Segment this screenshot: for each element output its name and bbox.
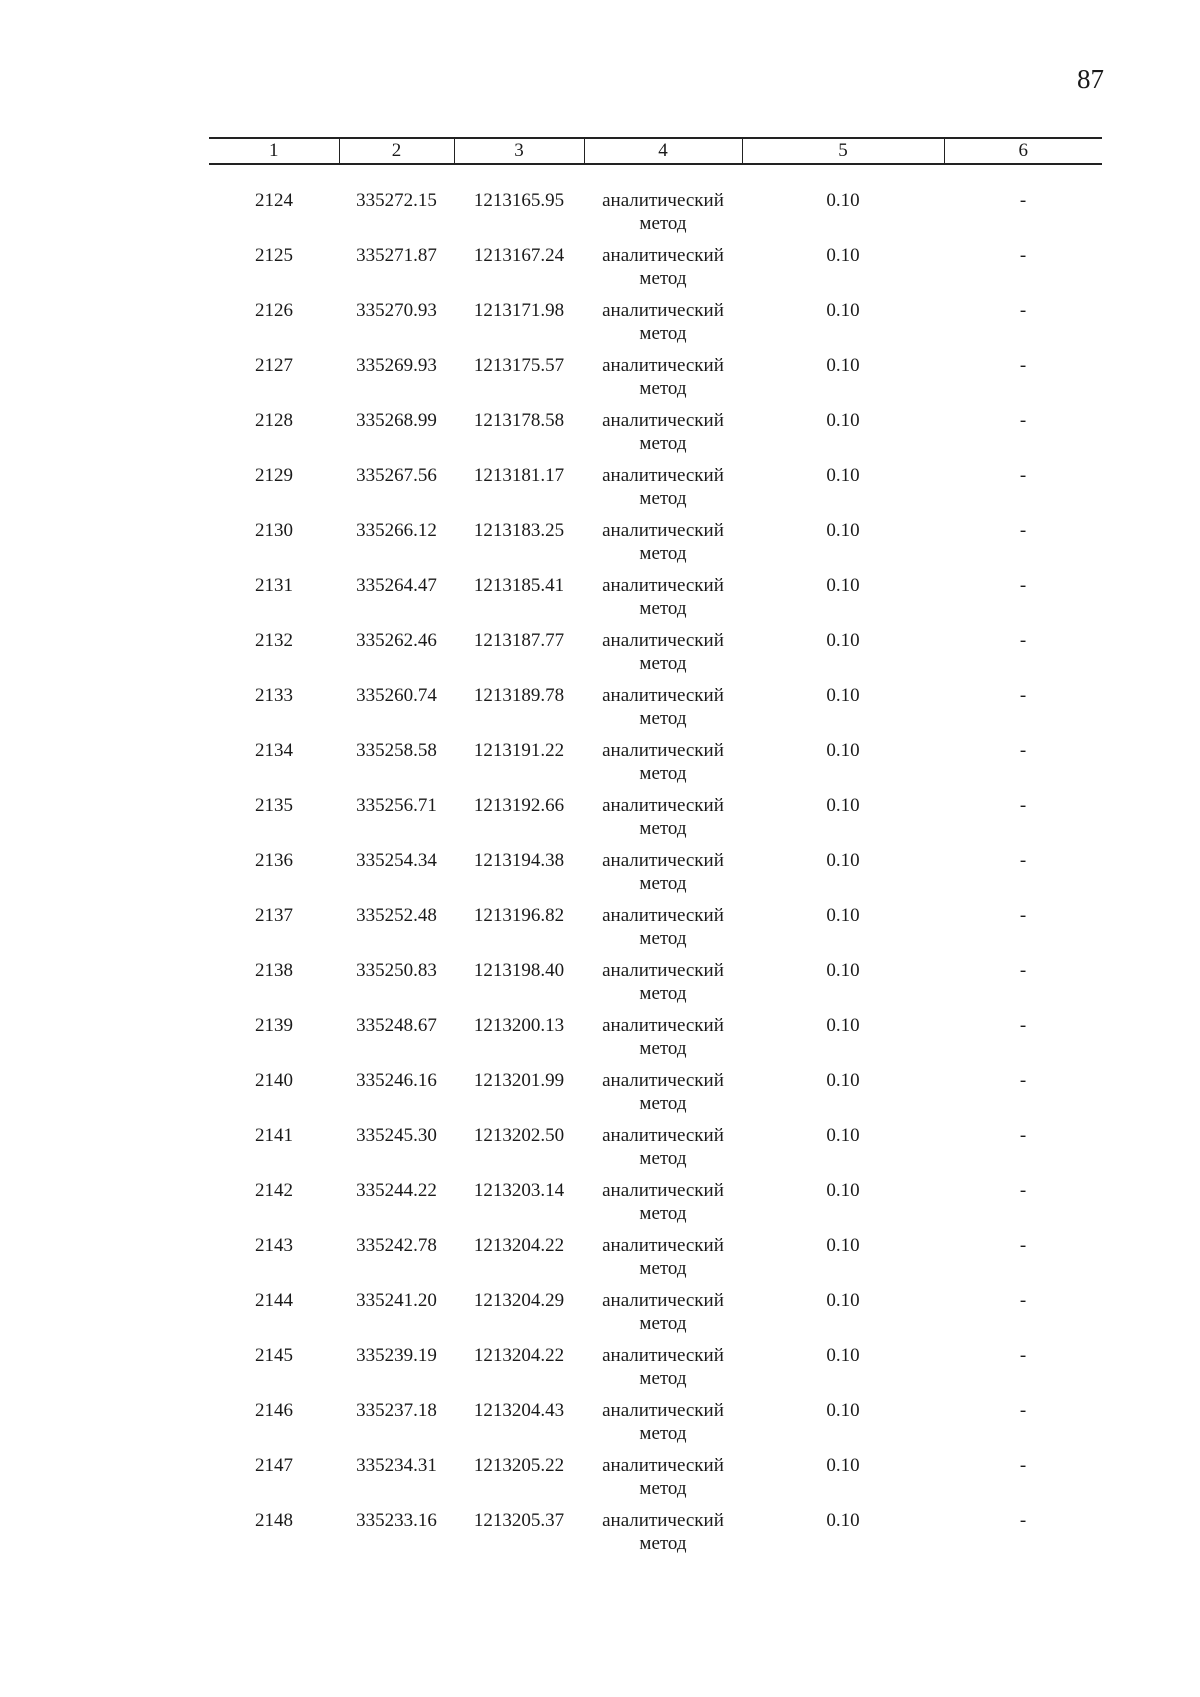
method-line-1: аналитический (602, 1400, 724, 1421)
method-line-2: метод (639, 433, 687, 454)
table-row (209, 1179, 1102, 1234)
method-line-2: метод (639, 488, 687, 509)
x-coordinate-cell: 335258.58 (356, 740, 437, 761)
method-line-2: метод (639, 598, 687, 619)
point-number-cell: 2142 (255, 1180, 293, 1201)
table-row (209, 354, 1102, 409)
method-cell (584, 1509, 742, 1564)
point-number-cell: 2133 (255, 685, 293, 706)
method-line-1: аналитический (602, 575, 724, 596)
method-cell (584, 1344, 742, 1399)
method-line-2: метод (639, 1148, 687, 1169)
accuracy-cell: 0.10 (826, 850, 860, 871)
x-coordinate-cell: 335272.15 (356, 190, 437, 211)
table-row (209, 1344, 1102, 1399)
method-line-2: метод (639, 653, 687, 674)
x-coordinate-cell: 335234.31 (356, 1455, 437, 1476)
note-cell: - (1019, 1510, 1027, 1531)
accuracy-cell: 0.10 (826, 1345, 860, 1366)
point-number-cell: 2148 (255, 1510, 293, 1531)
method-cell (584, 794, 742, 849)
x-coordinate-cell: 335268.99 (356, 410, 437, 431)
accuracy-cell: 0.10 (826, 740, 860, 761)
method-cell (584, 464, 742, 519)
table-header (209, 138, 1102, 164)
method-line-1: аналитический (602, 300, 724, 321)
y-coordinate-cell: 1213185.41 (473, 575, 565, 596)
y-coordinate-cell: 1213167.24 (473, 245, 565, 266)
method-line-2: метод (639, 1478, 687, 1499)
accuracy-cell: 0.10 (826, 355, 860, 376)
method-line-1: аналитический (602, 1510, 724, 1531)
method-line-1: аналитический (602, 410, 724, 431)
table-row (209, 1069, 1102, 1124)
y-coordinate-cell: 1213196.82 (473, 905, 565, 926)
method-line-2: метод (639, 928, 687, 949)
table-row (209, 1454, 1102, 1509)
column-header-6: 6 (944, 138, 1102, 164)
page-number: 87 (1077, 64, 1104, 94)
method-line-2: метод (639, 983, 687, 1004)
method-line-1: аналитический (602, 1235, 724, 1256)
accuracy-cell: 0.10 (826, 1455, 860, 1476)
accuracy-cell: 0.10 (826, 1510, 860, 1531)
coordinates-table (209, 137, 1102, 1564)
method-line-1: аналитический (602, 355, 724, 376)
table-row (209, 1124, 1102, 1179)
accuracy-cell: 0.10 (826, 960, 860, 981)
method-line-1: аналитический (602, 1015, 724, 1036)
note-cell: - (1019, 575, 1027, 596)
y-coordinate-cell: 1213204.29 (473, 1290, 565, 1311)
accuracy-cell: 0.10 (826, 1015, 860, 1036)
method-line-2: метод (639, 1368, 687, 1389)
y-coordinate-cell: 1213171.98 (473, 300, 565, 321)
note-cell: - (1019, 1125, 1027, 1146)
method-line-1: аналитический (602, 245, 724, 266)
x-coordinate-cell: 335267.56 (356, 465, 437, 486)
note-cell: - (1019, 465, 1027, 486)
point-number-cell: 2139 (255, 1015, 293, 1036)
method-cell (584, 1454, 742, 1509)
x-coordinate-cell: 335270.93 (356, 300, 437, 321)
x-coordinate-cell: 335248.67 (356, 1015, 437, 1036)
method-cell (584, 574, 742, 629)
method-cell (584, 739, 742, 794)
table-row (209, 1399, 1102, 1454)
accuracy-cell: 0.10 (826, 1180, 860, 1201)
point-number-cell: 2141 (255, 1125, 293, 1146)
y-coordinate-cell: 1213202.50 (473, 1125, 565, 1146)
y-coordinate-cell: 1213204.43 (473, 1400, 565, 1421)
method-cell (584, 189, 742, 244)
accuracy-cell: 0.10 (826, 190, 860, 211)
method-line-1: аналитический (602, 1070, 724, 1091)
column-header-2: 2 (339, 138, 454, 164)
note-cell: - (1019, 355, 1027, 376)
accuracy-cell: 0.10 (826, 300, 860, 321)
method-cell (584, 1069, 742, 1124)
y-coordinate-cell: 1213204.22 (473, 1235, 565, 1256)
note-cell: - (1019, 410, 1027, 431)
method-line-2: метод (639, 213, 687, 234)
accuracy-cell: 0.10 (826, 795, 860, 816)
table-row (209, 574, 1102, 629)
table-row (209, 464, 1102, 519)
note-cell: - (1019, 1290, 1027, 1311)
method-line-1: аналитический (602, 1345, 724, 1366)
note-cell: - (1019, 795, 1027, 816)
table-row (209, 959, 1102, 1014)
table-row (209, 1509, 1102, 1564)
table-row (209, 684, 1102, 739)
note-cell: - (1019, 300, 1027, 321)
y-coordinate-cell: 1213204.22 (473, 1345, 565, 1366)
x-coordinate-cell: 335237.18 (356, 1400, 437, 1421)
point-number-cell: 2131 (255, 575, 293, 596)
x-coordinate-cell: 335256.71 (356, 795, 437, 816)
header-row (209, 138, 1102, 164)
y-coordinate-cell: 1213175.57 (473, 355, 565, 376)
method-line-1: аналитический (602, 1180, 724, 1201)
accuracy-cell: 0.10 (826, 465, 860, 486)
method-cell (584, 1124, 742, 1179)
note-cell: - (1019, 740, 1027, 761)
table-row (209, 519, 1102, 574)
point-number-cell: 2138 (255, 960, 293, 981)
method-line-1: аналитический (602, 905, 724, 926)
accuracy-cell: 0.10 (826, 520, 860, 541)
y-coordinate-cell: 1213201.99 (473, 1070, 565, 1091)
accuracy-cell: 0.10 (826, 575, 860, 596)
accuracy-cell: 0.10 (826, 410, 860, 431)
x-coordinate-cell: 335233.16 (356, 1510, 437, 1531)
point-number-cell: 2126 (255, 300, 293, 321)
note-cell: - (1019, 190, 1027, 211)
method-line-2: метод (639, 543, 687, 564)
y-coordinate-cell: 1213194.38 (473, 850, 565, 871)
note-cell: - (1019, 1180, 1027, 1201)
method-cell (584, 1014, 742, 1069)
table-row (209, 629, 1102, 684)
method-line-1: аналитический (602, 960, 724, 981)
note-cell: - (1019, 850, 1027, 871)
method-line-1: аналитический (602, 850, 724, 871)
y-coordinate-cell: 1213203.14 (473, 1180, 565, 1201)
y-coordinate-cell: 1213187.77 (473, 630, 565, 651)
point-number-cell: 2132 (255, 630, 293, 651)
accuracy-cell: 0.10 (826, 630, 860, 651)
accuracy-cell: 0.10 (826, 905, 860, 926)
table-row (209, 794, 1102, 849)
point-number-cell: 2128 (255, 410, 293, 431)
accuracy-cell: 0.10 (826, 1290, 860, 1311)
accuracy-cell: 0.10 (826, 1235, 860, 1256)
method-cell (584, 1399, 742, 1454)
note-cell: - (1019, 1235, 1027, 1256)
x-coordinate-cell: 335264.47 (356, 575, 437, 596)
note-cell: - (1019, 1345, 1027, 1366)
point-number-cell: 2134 (255, 740, 293, 761)
y-coordinate-cell: 1213165.95 (473, 190, 565, 211)
method-line-1: аналитический (602, 520, 724, 541)
x-coordinate-cell: 335254.34 (356, 850, 437, 871)
point-number-cell: 2130 (255, 520, 293, 541)
method-line-2: метод (639, 1423, 687, 1444)
x-coordinate-cell: 335271.87 (356, 245, 437, 266)
note-cell: - (1019, 1015, 1027, 1036)
x-coordinate-cell: 335246.16 (356, 1070, 437, 1091)
method-line-1: аналитический (602, 795, 724, 816)
table-body (209, 164, 1102, 1564)
note-cell: - (1019, 1400, 1027, 1421)
method-line-2: метод (639, 1258, 687, 1279)
x-coordinate-cell: 335260.74 (356, 685, 437, 706)
column-header-5: 5 (742, 138, 944, 164)
table-row (209, 244, 1102, 299)
accuracy-cell: 0.10 (826, 685, 860, 706)
y-coordinate-cell: 1213181.17 (473, 465, 565, 486)
x-coordinate-cell: 335269.93 (356, 355, 437, 376)
method-line-1: аналитический (602, 190, 724, 211)
y-coordinate-cell: 1213191.22 (473, 740, 565, 761)
note-cell: - (1019, 905, 1027, 926)
note-cell: - (1019, 685, 1027, 706)
x-coordinate-cell: 335266.12 (356, 520, 437, 541)
point-number-cell: 2140 (255, 1070, 293, 1091)
method-line-1: аналитический (602, 630, 724, 651)
point-number-cell: 2146 (255, 1400, 293, 1421)
method-line-2: метод (639, 763, 687, 784)
column-header-3: 3 (454, 138, 584, 164)
method-line-1: аналитический (602, 685, 724, 706)
y-coordinate-cell: 1213178.58 (473, 410, 565, 431)
method-cell (584, 409, 742, 464)
y-coordinate-cell: 1213192.66 (473, 795, 565, 816)
table-row (209, 739, 1102, 794)
y-coordinate-cell: 1213205.37 (473, 1510, 565, 1531)
table-row (209, 189, 1102, 244)
point-number-cell: 2127 (255, 355, 293, 376)
column-header-4: 4 (584, 138, 742, 164)
x-coordinate-cell: 335245.30 (356, 1125, 437, 1146)
point-number-cell: 2135 (255, 795, 293, 816)
method-cell (584, 354, 742, 409)
note-cell: - (1019, 630, 1027, 651)
method-line-1: аналитический (602, 1290, 724, 1311)
accuracy-cell: 0.10 (826, 245, 860, 266)
y-coordinate-cell: 1213200.13 (473, 1015, 565, 1036)
method-cell (584, 244, 742, 299)
method-line-1: аналитический (602, 1125, 724, 1146)
y-coordinate-cell: 1213198.40 (473, 960, 565, 981)
x-coordinate-cell: 335262.46 (356, 630, 437, 651)
note-cell: - (1019, 245, 1027, 266)
point-number-cell: 2129 (255, 465, 293, 486)
method-line-2: метод (639, 378, 687, 399)
method-cell (584, 684, 742, 739)
table-row (209, 904, 1102, 959)
note-cell: - (1019, 1455, 1027, 1476)
method-line-2: метод (639, 873, 687, 894)
y-coordinate-cell: 1213183.25 (473, 520, 565, 541)
table-row (209, 299, 1102, 354)
accuracy-cell: 0.10 (826, 1125, 860, 1146)
method-line-2: метод (639, 1313, 687, 1334)
column-header-1: 1 (209, 138, 339, 164)
x-coordinate-cell: 335242.78 (356, 1235, 437, 1256)
method-cell (584, 959, 742, 1014)
method-cell (584, 519, 742, 574)
x-coordinate-cell: 335252.48 (356, 905, 437, 926)
point-number-cell: 2136 (255, 850, 293, 871)
method-line-2: метод (639, 708, 687, 729)
method-cell (584, 629, 742, 684)
point-number-cell: 2124 (255, 190, 293, 211)
method-line-2: метод (639, 1038, 687, 1059)
method-line-2: метод (639, 1093, 687, 1114)
note-cell: - (1019, 1070, 1027, 1091)
point-number-cell: 2125 (255, 245, 293, 266)
method-cell (584, 904, 742, 959)
method-cell (584, 1234, 742, 1289)
note-cell: - (1019, 520, 1027, 541)
method-line-2: метод (639, 323, 687, 344)
y-coordinate-cell: 1213189.78 (473, 685, 565, 706)
x-coordinate-cell: 335239.19 (356, 1345, 437, 1366)
method-line-1: аналитический (602, 740, 724, 761)
y-coordinate-cell: 1213205.22 (473, 1455, 565, 1476)
point-number-cell: 2147 (255, 1455, 293, 1476)
method-line-1: аналитический (602, 1455, 724, 1476)
method-cell (584, 299, 742, 354)
method-cell (584, 1179, 742, 1234)
method-line-2: метод (639, 1203, 687, 1224)
accuracy-cell: 0.10 (826, 1400, 860, 1421)
point-number-cell: 2145 (255, 1345, 293, 1366)
x-coordinate-cell: 335241.20 (356, 1290, 437, 1311)
point-number-cell: 2143 (255, 1235, 293, 1256)
accuracy-cell: 0.10 (826, 1070, 860, 1091)
x-coordinate-cell: 335244.22 (356, 1180, 437, 1201)
point-number-cell: 2144 (255, 1290, 293, 1311)
method-cell (584, 1289, 742, 1344)
method-line-1: аналитический (602, 465, 724, 486)
x-coordinate-cell: 335250.83 (356, 960, 437, 981)
method-line-2: метод (639, 818, 687, 839)
table-row (209, 1014, 1102, 1069)
method-cell (584, 849, 742, 904)
table-row (209, 1234, 1102, 1289)
method-line-2: метод (639, 1533, 687, 1554)
table-row (209, 409, 1102, 464)
table-row (209, 849, 1102, 904)
method-line-2: метод (639, 268, 687, 289)
note-cell: - (1019, 960, 1027, 981)
header-spacer (209, 164, 1102, 189)
point-number-cell: 2137 (255, 905, 293, 926)
table-row (209, 1289, 1102, 1344)
